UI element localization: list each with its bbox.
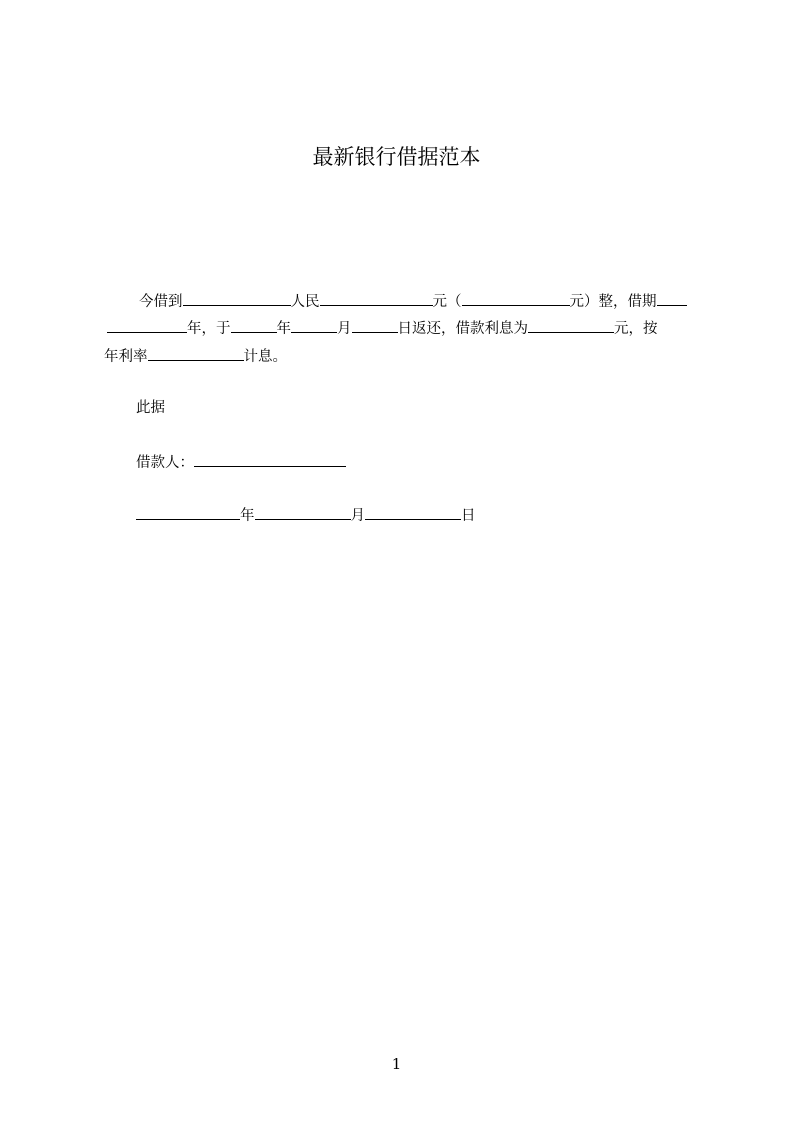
text-segment: 元（ (432, 294, 462, 310)
blank-field[interactable] (148, 346, 244, 361)
text-segment: 人民 (290, 294, 320, 310)
borrower-line (136, 452, 346, 473)
document-title: 最新银行借据范本 (312, 145, 481, 169)
blank-field[interactable] (183, 291, 291, 306)
borrower-label: 借款人： (136, 455, 194, 471)
text-segment: 元）整，借期 (569, 294, 657, 310)
blank-field[interactable] (528, 318, 614, 333)
borrower-blank[interactable] (194, 452, 346, 467)
blank-field[interactable] (352, 318, 398, 333)
blank-field[interactable] (231, 318, 277, 333)
date-line (136, 505, 476, 526)
month-blank[interactable] (255, 505, 351, 520)
text-segment: 今借到 (139, 294, 183, 310)
text-segment: 元，按 (614, 321, 658, 337)
blank-field[interactable] (462, 291, 570, 306)
text-segment: 日返还，借款利息为 (397, 321, 528, 337)
paragraph-line-3 (104, 346, 287, 367)
year-label: 年 (240, 508, 255, 524)
paragraph-line-1 (139, 291, 687, 312)
year-blank[interactable] (136, 505, 240, 520)
blank-field[interactable] (320, 291, 433, 306)
day-blank[interactable] (365, 505, 461, 520)
page-number: 1 (391, 1055, 402, 1073)
text-segment: 年，于 (187, 321, 231, 337)
text-segment: 计息。 (243, 349, 287, 365)
blank-field[interactable] (657, 291, 687, 306)
month-label: 月 (350, 508, 365, 524)
text-segment: 月 (337, 321, 352, 337)
blank-field[interactable] (291, 318, 337, 333)
day-label: 日 (461, 508, 476, 524)
paragraph-line-2 (107, 318, 658, 339)
blank-field[interactable] (107, 318, 187, 333)
text-segment: 年利率 (104, 349, 148, 365)
text-segment: 年 (276, 321, 291, 337)
closing-text: 此据 (136, 400, 165, 416)
